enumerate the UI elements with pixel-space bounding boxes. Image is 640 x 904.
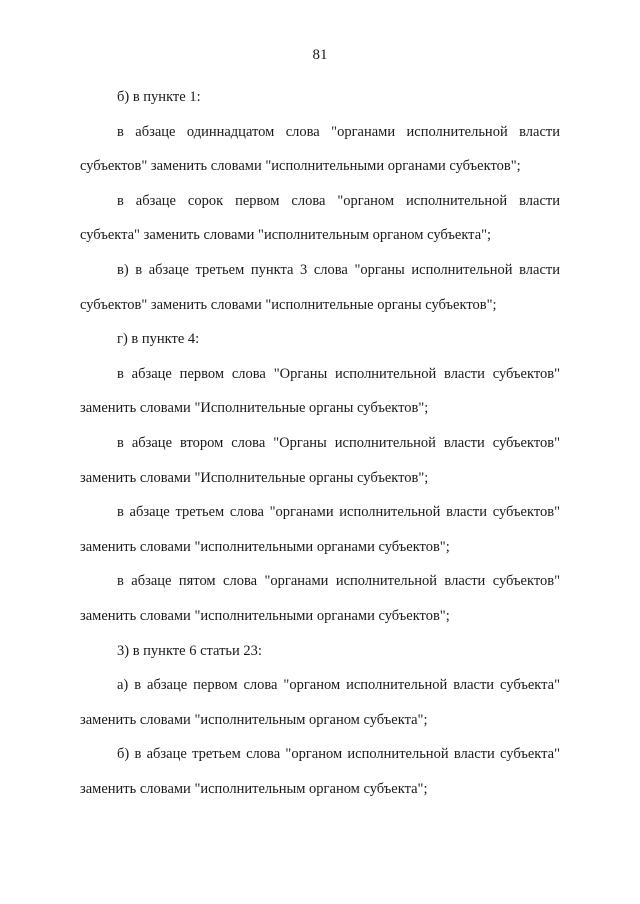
paragraph: в абзаце сорок первом слова "органом исполнительной власти субъекта" заменить словами "исполнительным органом субъекта"; <box>80 192 560 244</box>
paragraph: в абзаце втором слова "Органы исполнительной власти субъектов" заменить словами "Исполнительные органы субъектов"; <box>80 434 560 486</box>
paragraph: 3) в пункте 6 статьи 23: <box>117 642 262 659</box>
paragraph: в) в абзаце третьем пункта 3 слова "органы исполнительной власти субъектов" заменить словами "исполнительные органы субъектов"; <box>80 261 560 313</box>
paragraph: в абзаце третьем слова "органами исполнительной власти субъектов" заменить словами "исполнительными органами субъектов"; <box>80 504 560 555</box>
paragraph: в абзаце одиннадцатом слова "органами исполнительной власти субъектов" заменить словами "исполнительными органами субъектов"; <box>80 123 560 175</box>
paragraph: а) в абзаце первом слова "органом исполнительной власти субъекта" заменить словами "исполнительным органом субъекта"; <box>80 677 560 728</box>
paragraph: б) в пункте 1: <box>117 89 201 105</box>
paragraph: б) в абзаце третьем слова "органом исполнительной власти субъекта" заменить словами "исполнительным органом субъекта"; <box>80 746 560 797</box>
document-body <box>80 80 560 806</box>
page-number: 81 <box>312 47 328 63</box>
paragraph: г) в пункте 4: <box>117 331 200 348</box>
paragraph: в абзаце первом слова "Органы исполнительной власти субъектов" заменить словами "Исполнительные органы субъектов"; <box>80 365 560 417</box>
paragraph: в абзаце пятом слова "органами исполнительной власти субъектов" заменить словами "исполнительными органами субъектов"; <box>80 573 560 624</box>
